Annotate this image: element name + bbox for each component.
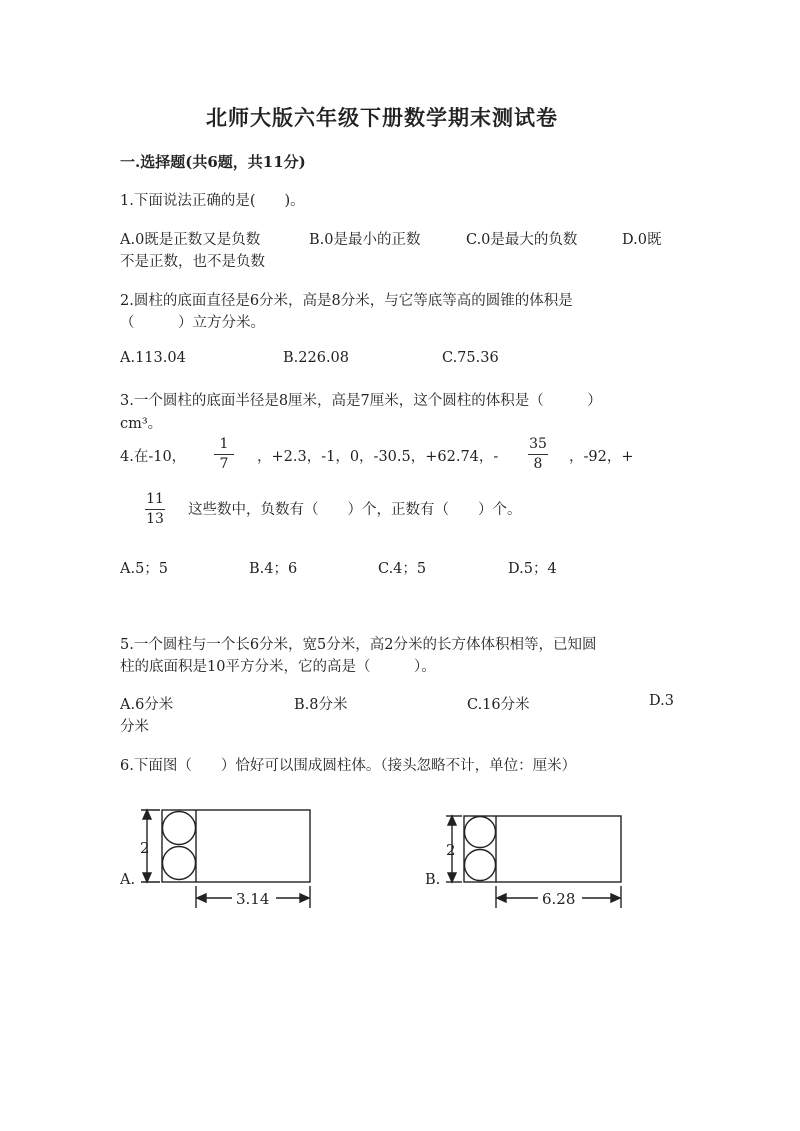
q5-option-d: D.3 <box>649 693 674 709</box>
q5-option-b: B.8分米 <box>294 697 348 713</box>
fraction-bar <box>214 454 234 455</box>
fraction-thirty-five-eighths <box>526 437 550 472</box>
fraction-denominator: 13 <box>146 511 164 527</box>
q4-option-d: D.5；4 <box>508 561 557 577</box>
question-4-part-4: 这些数中，负数有（ ）个，正数有（ ）个。 <box>188 502 522 518</box>
q4-option-b: B.4；6 <box>249 561 298 577</box>
q4-option-a: A.5；5 <box>120 561 169 577</box>
fraction-denominator: 7 <box>219 456 229 472</box>
q1-option-b: B.0是最小的正数 <box>309 232 421 248</box>
q2-option-a: A.113.04 <box>120 350 186 366</box>
q2-option-c: C.75.36 <box>442 350 499 366</box>
q5-option-a: A.6分米 <box>120 697 174 713</box>
figure-a-cylinder-net <box>136 806 316 910</box>
fraction-bar <box>145 509 165 510</box>
q1-option-c: C.0是最大的负数 <box>466 232 578 248</box>
question-1-stem: 1.下面说法正确的是( )。 <box>120 193 305 209</box>
question-5-stem: 5.一个圆柱与一个长6分米，宽5分米，高2分米的长方体体积相等，已知圆 <box>120 637 597 653</box>
q5-option-d-continued: 分米 <box>120 719 149 735</box>
figure-a-height-label: 2 <box>140 839 150 857</box>
question-4-part-1: 4.在-10， <box>120 449 187 465</box>
question-3-stem: 3.一个圆柱的底面半径是8厘米，高是7厘米，这个圆柱的体积是（ ） <box>120 393 602 409</box>
question-6-stem: 6.下面图（ ）恰好可以围成圆柱体。（接头忽略不计，单位：厘米） <box>120 758 577 774</box>
q2-option-b: B.226.08 <box>283 350 350 366</box>
question-2-stem: 2.圆柱的底面直径是6分米，高是8分米，与它等底等高的圆锥的体积是 <box>120 293 573 309</box>
figure-b-width-label: 6.28 <box>542 890 576 908</box>
fraction-numerator: 11 <box>146 491 164 507</box>
q1-option-d: D.0既 <box>622 232 662 248</box>
figure-a-label: A. <box>120 872 136 888</box>
question-4-part-2: ，+2.3，-1，0，-30.5，+62.74，- <box>257 449 499 465</box>
question-4-part-3: ，-92，+ <box>569 449 634 465</box>
question-3-stem-continued: cm³。 <box>120 416 163 432</box>
fraction-one-seventh <box>212 437 236 472</box>
section-heading: 一.选择题(共6题，共11分) <box>120 153 306 171</box>
figure-a-width-label: 3.14 <box>236 890 270 908</box>
q1-option-d-continued: 不是正数，也不是负数 <box>120 254 265 270</box>
figure-b-label: B. <box>425 872 441 888</box>
question-5-stem-continued: 柱的底面积是10平方分米，它的高是（ ）。 <box>120 659 436 675</box>
figure-b-cylinder-net <box>438 812 628 912</box>
fraction-numerator: 1 <box>219 436 229 452</box>
fraction-bar <box>528 454 548 455</box>
q5-option-c: C.16分米 <box>467 697 530 713</box>
question-2-stem-continued: （ ）立方分米。 <box>120 315 265 331</box>
q1-option-a: A.0既是正数又是负数 <box>120 232 261 248</box>
fraction-eleven-thirteenths <box>143 492 167 527</box>
page-title: 北师大版六年级下册数学期末测试卷 <box>206 105 558 130</box>
fraction-numerator: 35 <box>529 436 547 452</box>
fraction-denominator: 8 <box>533 456 543 472</box>
figure-b-height-label: 2 <box>446 841 456 859</box>
q4-option-c: C.4；5 <box>378 561 427 577</box>
